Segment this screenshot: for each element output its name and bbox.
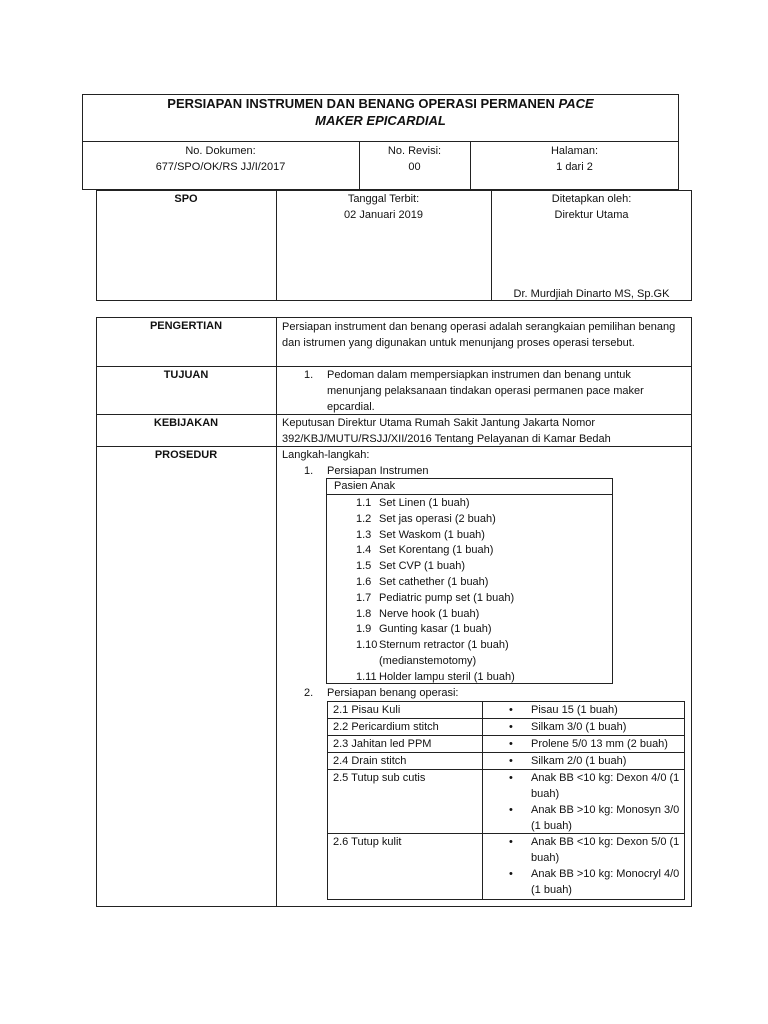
bullet-icon: • — [509, 836, 513, 848]
no-dokumen-label: No. Dokumen: — [185, 145, 256, 157]
instrument-text: Gunting kasar (1 buah) — [379, 623, 492, 635]
tujuan-label: TUJUAN — [163, 369, 209, 381]
instrument-text: Set Waskom (1 buah) — [379, 529, 485, 541]
ditetapkan-value: Direktur Utama — [554, 209, 629, 221]
instrument-number: 1.5 — [356, 560, 372, 572]
pengertian-text: Persiapan instrument dan benang operasi adalah serangkaian pemilihan benang dan istrumen yang digunakan untuk menunjang proses operasi tersebut. — [282, 321, 676, 349]
step1-text: Persiapan Instrumen — [327, 465, 429, 477]
ditetapkan — [491, 191, 692, 223]
instrument-number: 1.4 — [356, 544, 372, 556]
instrument-text: (medianstemotomy) — [379, 655, 477, 667]
header-divider — [82, 141, 679, 142]
instrument-text: Set CVP (1 buah) — [379, 560, 466, 572]
thread-label: 2.6 Tutup kulit — [333, 836, 402, 848]
instrument-number: 1.2 — [356, 513, 372, 525]
instrument-number: 1.7 — [356, 592, 372, 604]
instrument-text: Pediatric pump set (1 buah) — [379, 592, 515, 604]
spo-label: SPO — [174, 193, 198, 205]
step1-number: 1. — [304, 465, 314, 477]
pasien-anak-header: Pasien Anak — [334, 480, 396, 492]
title-italic-pace: PACE — [558, 96, 594, 111]
thread-label: 2.3 Jahitan led PPM — [333, 738, 432, 750]
instrument-number: 1.8 — [356, 608, 372, 620]
thread-label: 2.4 Drain stitch — [333, 755, 407, 767]
instrument-text: Set Korentang (1 buah) — [379, 544, 494, 556]
no-revisi — [359, 143, 470, 175]
thread-label: 2.1 Pisau Kuli — [333, 704, 401, 716]
ditetapkan-label: Ditetapkan oleh: — [551, 193, 632, 205]
bullet-icon: • — [509, 755, 513, 767]
thread-item: Anak BB >10 kg: Monocryl 4/0 (1 buah) — [531, 868, 680, 896]
instrument-text: Set cathether (1 buah) — [379, 576, 489, 588]
thread-label: 2.5 Tutup sub cutis — [333, 772, 426, 784]
thread-item: Anak BB <10 kg: Dexon 4/0 (1 buah) — [531, 772, 680, 800]
document-title — [84, 95, 677, 129]
tanggal-label: Tanggal Terbit: — [347, 193, 420, 205]
tujuan-text: Pedoman dalam mempersiapkan instrumen dan benang untuk menunjang pelaksanaan tindakan operasi permanen pace maker epcardial. — [327, 369, 644, 413]
instrument-number: 1.9 — [356, 623, 372, 635]
no-revisi-label: No. Revisi: — [387, 145, 442, 157]
tujuan-number: 1. — [304, 369, 314, 381]
main-col-divider — [276, 317, 277, 907]
no-dokumen — [82, 143, 359, 175]
prosedur-label: PROSEDUR — [154, 449, 218, 461]
instrument-text: Set jas operasi (2 buah) — [379, 513, 496, 525]
instrument-number: 1.3 — [356, 529, 372, 541]
step2-text: Persiapan benang operasi: — [327, 687, 459, 699]
pengertian-label: PENGERTIAN — [149, 320, 223, 332]
halaman-value: 1 dari 2 — [556, 161, 593, 173]
instrument-text: Holder lampu steril (1 buah) — [379, 671, 515, 683]
thread-item: Pisau 15 (1 buah) — [531, 704, 618, 716]
instrument-text: Set Linen (1 buah) — [379, 497, 470, 509]
halaman — [470, 143, 679, 175]
kebijakan-label: KEBIJAKAN — [153, 417, 219, 429]
tanggal-value: 02 Januari 2019 — [344, 209, 423, 221]
bullet-icon: • — [509, 704, 513, 716]
instrument-number: 1.6 — [356, 576, 372, 588]
no-revisi-value: 00 — [408, 161, 421, 173]
thread-item: Silkam 3/0 (1 buah) — [531, 721, 627, 733]
signer-name: Dr. Murdjiah Dinarto MS, Sp.GK — [513, 288, 670, 300]
langkah-heading: Langkah-langkah: — [282, 449, 370, 461]
thread-col-divider — [482, 701, 483, 900]
instrument-text: Nerve hook (1 buah) — [379, 608, 480, 620]
step2-number: 2. — [304, 687, 314, 699]
instrument-number: 1.10 — [356, 639, 378, 651]
instrument-text: Sternum retractor (1 buah) — [379, 639, 509, 651]
thread-item: Silkam 2/0 (1 buah) — [531, 755, 627, 767]
bullet-icon: • — [509, 804, 513, 816]
title-main: PERSIAPAN INSTRUMEN DAN BENANG OPERASI PERMANEN — [167, 96, 555, 111]
bullet-icon: • — [509, 772, 513, 784]
thread-item: Anak BB <10 kg: Dexon 5/0 (1 buah) — [531, 836, 680, 864]
thread-item: Prolene 5/0 13 mm (2 buah) — [531, 738, 668, 750]
thread-item: Anak BB >10 kg: Monosyn 3/0 (1 buah) — [531, 804, 680, 832]
bullet-icon: • — [509, 738, 513, 750]
halaman-label: Halaman: — [550, 145, 599, 157]
instrument-number: 1.11 — [356, 671, 377, 683]
thread-label: 2.2 Pericardium stitch — [333, 721, 439, 733]
title-italic-maker: MAKER EPICARDIAL — [315, 113, 446, 128]
bullet-icon: • — [509, 868, 513, 880]
tanggal-terbit — [276, 191, 491, 223]
bullet-icon: • — [509, 721, 513, 733]
no-dokumen-value: 677/SPO/OK/RS JJ/I/2017 — [155, 161, 286, 173]
kebijakan-text: Keputusan Direktur Utama Rumah Sakit Jantung Jakarta Nomor 392/KBJ/MUTU/RSJJ/XII/2016 Tentang Pelayanan di Kamar Bedah — [282, 417, 611, 445]
instrument-number: 1.1 — [356, 497, 372, 509]
